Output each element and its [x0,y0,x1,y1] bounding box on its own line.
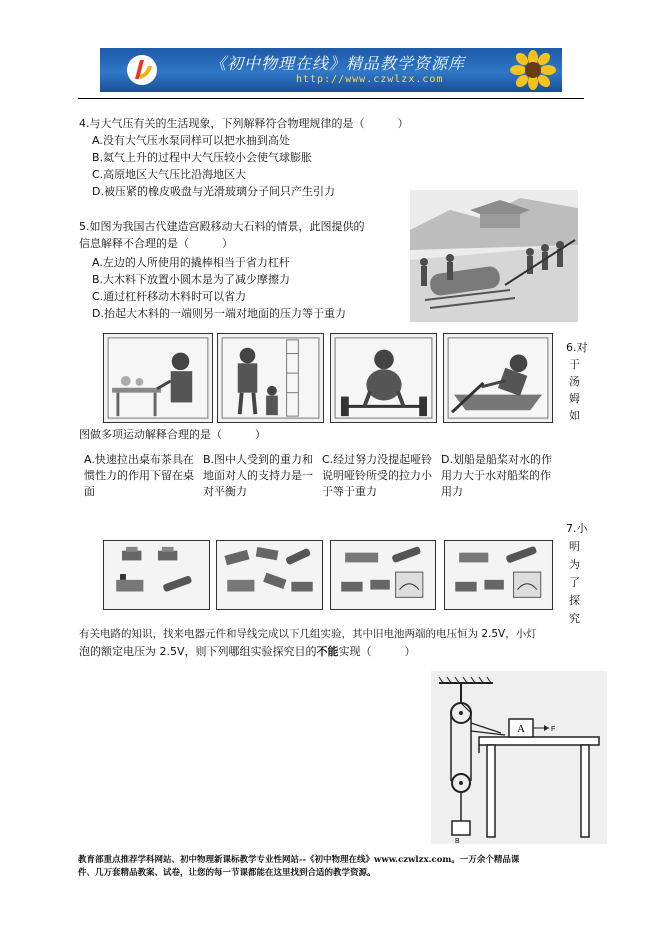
q4-option-b: B.氦气上升的过程中大气压较小会使气球膨胀 [92,151,313,164]
q7-panel-4 [444,540,553,610]
q7-panel-2 [216,540,323,610]
pulley-force-label: F [551,726,556,733]
q6-option-d: D.划船是船桨对水的作用力大于水对船桨的作用力 [441,453,552,498]
pulley-weight-label: B [455,838,460,844]
q7-side-2: 明 [569,540,580,553]
q7-line2 [79,644,416,659]
q4-option-c: C.高原地区大气压比沿海地区大 [92,168,247,181]
q6-side-3: 汤 [569,375,580,388]
q6-panel-standing [217,333,324,423]
page-footer [78,854,588,880]
footer-line-1: 教育部重点推荐学科网站、初中物理新课标教学专业性网站--《初中物理在线》www.czwlzx.com。一万余个精品课 [78,855,520,865]
q7-side-6: 究 [569,612,580,625]
pulley-figure [431,671,607,844]
q5-option-b: B.大木料下放置小圆木是为了减少摩擦力 [92,273,291,286]
q4-option-a: A.没有大气压水泵同样可以把水抽到高处 [92,134,290,147]
q6-option-c: C.经过努力没提起哑铃说明哑铃所受的拉力小于等于重力 [322,453,433,498]
banner-title: 《初中物理在线》精品教学资源库 [210,54,466,73]
pulley-block-label: A [517,723,525,735]
q7-line1: 有关电路的知识，找来电器元件和导线完成以下几组实验，其中旧电池两端的电压恒为 2.5V，小灯 [79,628,537,640]
q5-stem-line2: 信息解释不合理的是（ ） [79,237,233,250]
q4-stem: 4.与大气压有关的生活现象，下列解释符合物理规律的是（ ） [79,117,409,130]
site-logo-icon [126,54,158,86]
header-banner [100,48,562,92]
q5-option-a: A.左边的人所使用的撬棒相当于省力杠杆 [92,256,290,269]
q6-side-4: 姆 [569,392,580,405]
q6-stem: 图做多项运动解释合理的是（ ） [79,428,266,441]
q5-option-c: C.通过杠杆移动木料时可以省力 [92,290,247,303]
q7-side-5: 探 [569,594,580,607]
q6-panel-rowing [443,333,553,423]
q6-option-b: B.图中人受到的重力和地面对人的支持力是一对平衡力 [203,453,314,498]
q7-side-3: 为 [569,558,580,571]
q6-panel-dumbbell [330,333,437,423]
q6-side-2: 于 [569,358,580,371]
sunflower-icon [510,50,556,90]
q6-panel-tablecloth [103,333,213,423]
q6-side-5: 如 [569,409,580,422]
q4-option-d: D.被压紧的橡皮吸盘与光滑玻璃分子间只产生引力 [92,185,335,198]
q5-construction-illustration [410,190,578,322]
q7-line2-emphasis: 不能 [316,645,339,658]
banner-url[interactable]: http://www.czwlzx.com [296,74,444,85]
q5-option-d: D.抬起大木料的一端则另一端对地面的压力等于重力 [92,307,346,320]
q7-panel-3 [330,540,436,610]
q7-side-1: 7.小 [566,522,588,535]
q7-panel-1 [103,540,210,610]
q7-line2-tail: 实现（ ） [338,645,416,658]
footer-line-2: 件、几万套精品教案、试卷，让您的每一节课都能在这里找到合适的教学资源。 [78,868,376,878]
q5-stem-line1: 5.如图为我国古代建造宫殿移动大石料的情景，此图提供的 [79,220,365,233]
q6-option-a: A.快速拉出桌布茶具在惯性力的作用下留在桌面 [84,453,194,498]
q6-side-1: 6.对 [566,341,588,354]
q7-line2-text: 泡的额定电压为 2.5V，则下列哪组实验探究目的 [79,645,317,658]
q7-side-4: 了 [569,576,580,589]
header-divider [78,98,584,99]
